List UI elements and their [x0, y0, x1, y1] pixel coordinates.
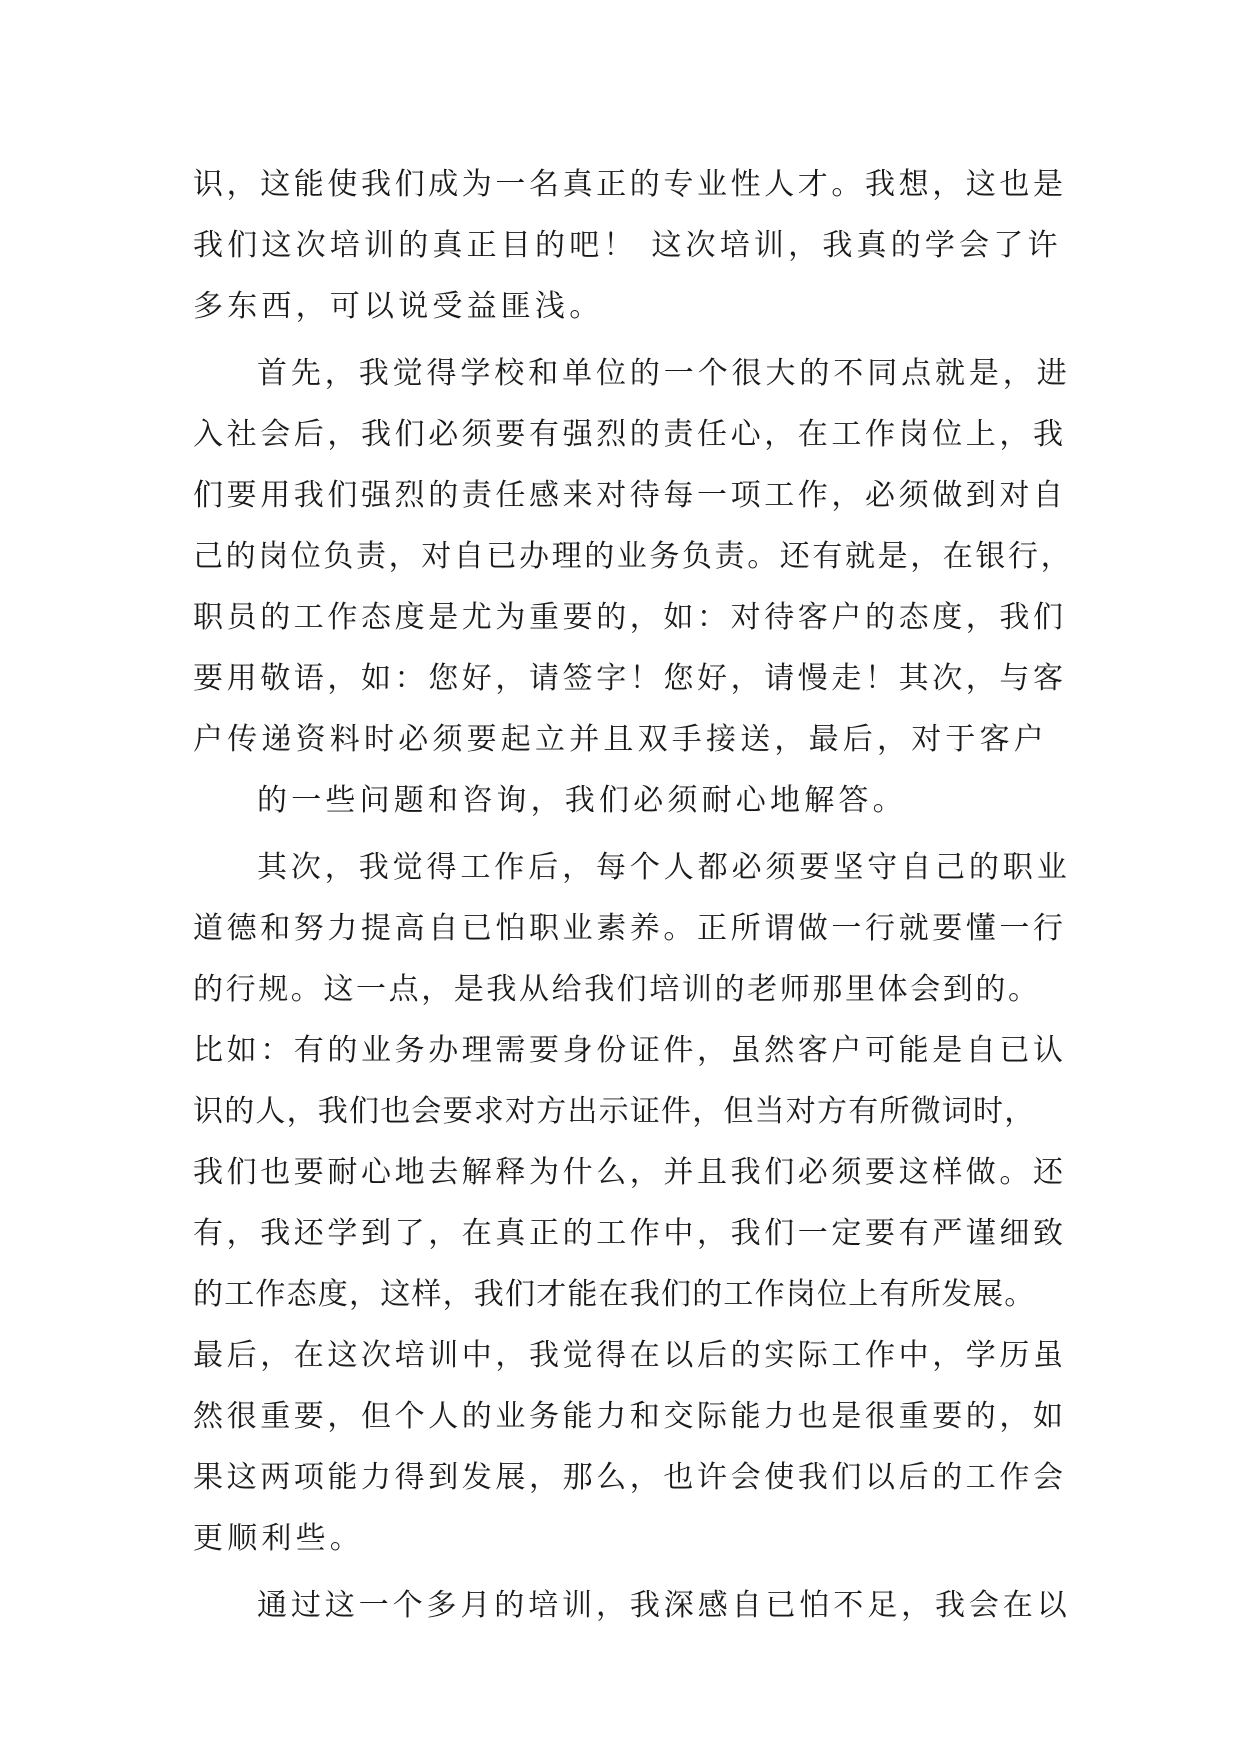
- text-line: 识，这能使我们成为一名真正的专业性人才。我想，这也是: [193, 167, 1067, 202]
- text-line: 通过这一个多月的培训，我深感自已怕不足，我会在以: [257, 1588, 1071, 1623]
- text-line: 多东西，可以说受益匪浅。: [193, 289, 604, 324]
- text-line: 有，我还学到了，在真正的工作中，我们一定要有严谨细致: [193, 1216, 1067, 1251]
- text-line: 道德和努力提高自已怕职业素养。正所谓做一行就要懂一行: [193, 911, 1067, 946]
- text-line: 其次，我觉得工作后，每个人都必须要坚守自己的职业: [257, 850, 1071, 885]
- text-line: 识的人，我们也会要求对方出示证件，但当对方有所微词时，: [193, 1094, 1036, 1129]
- text-line: 户传递资料时必须要起立并且双手接送，最后，对于客户: [193, 722, 1048, 757]
- text-line: 要用敬语，如：您好，请签字！您好，请慢走！其次，与客: [193, 661, 1067, 696]
- text-line: 最后，在这次培训中，我觉得在以后的实际工作中，学历虽: [193, 1338, 1067, 1373]
- body-text: [193, 154, 1073, 1636]
- text-line: 首先，我觉得学校和单位的一个很大的不同点就是，进: [257, 356, 1071, 391]
- text-line: 我们这次培训的真正目的吧！ 这次培训，我真的学会了许: [193, 228, 1062, 263]
- text-line: 入社会后，我们必须要有强烈的责任心，在工作岗位上，我: [193, 417, 1067, 452]
- text-line: 然很重要，但个人的业务能力和交际能力也是很重要的，如: [193, 1399, 1067, 1434]
- text-line: 的工作态度，这样，我们才能在我们的工作岗位上有所发展。: [193, 1277, 1036, 1312]
- text-line: 果这两项能力得到发展，那么，也许会使我们以后的工作会: [193, 1460, 1067, 1495]
- text-line: 的行规。这一点，是我从给我们培训的老师那里体会到的。: [193, 972, 1041, 1007]
- text-line: 比如：有的业务办理需要身份证件，虽然客户可能是自已认: [193, 1033, 1067, 1068]
- text-line: 我们也要耐心地去解释为什么，并且我们必须要这样做。还: [193, 1155, 1067, 1190]
- text-line: 们要用我们强烈的责任感来对待每一项工作，必须做到对自: [193, 478, 1067, 513]
- text-line: 职员的工作态度是尤为重要的，如：对待客户的态度，我们: [193, 600, 1067, 635]
- text-line: 己的岗位负责，对自已办理的业务负责。还有就是，在银行，: [193, 539, 1074, 574]
- text-line: 更顺利些。: [193, 1521, 364, 1556]
- text-line: 的一些问题和咨询，我们必须耐心地解答。: [257, 783, 907, 818]
